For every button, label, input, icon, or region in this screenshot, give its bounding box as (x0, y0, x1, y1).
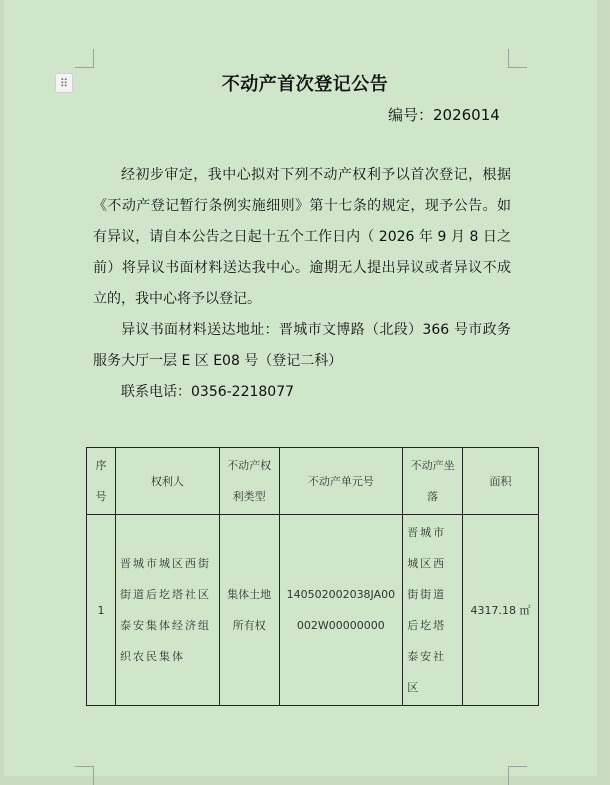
table-row (87, 515, 539, 706)
header-area: 面积 (463, 448, 539, 515)
document-number: 编号：2026014 (388, 106, 500, 124)
table-header-row (87, 448, 539, 515)
cell-unit-number: 140502002038JA00002W00000000 (279, 515, 403, 706)
cell-location: 晋城市城区西街街道后圪塔泰安社区 (403, 515, 463, 706)
cell-right-type: 集体土地所有权 (219, 515, 279, 706)
announcement-body (93, 160, 511, 408)
header-right-type: 不动产权利类型 (219, 448, 279, 515)
cell-owner: 晋城市城区西街街道后圪塔社区泰安集体经济组织农民集体 (115, 515, 219, 706)
header-serial: 序号 (87, 448, 116, 515)
header-location: 不动产坐落 (403, 448, 463, 515)
header-unit-number: 不动产单元号 (279, 448, 403, 515)
margin-corner-top-right (508, 49, 527, 68)
cell-serial: 1 (87, 515, 116, 706)
header-owner: 权利人 (115, 448, 219, 515)
cell-area: 4317.18 ㎡ (463, 515, 539, 706)
margin-corner-top-left (75, 49, 94, 68)
property-table (86, 447, 539, 706)
paragraph-address: 异议书面材料送达地址：晋城市文博路（北段）366 号市政务服务大厅一层 E 区 E08 号（登记二科） (93, 322, 511, 369)
drag-handle-icon[interactable]: ⠿ (55, 73, 73, 93)
paragraph-phone: 联系电话：0356-2218077 (121, 384, 295, 400)
paragraph-main: 经初步审定，我中心拟对下列不动产权利予以首次登记，根据《不动产登记暂行条例实施细则》第十七条的规定，现予公告。如有异议，请自本公告之日起十五个工作日内（ 2026 年 9 月 8 日之前）将异议书面材料送达我中心。逾期无人提出异议或者异议不成立的，我中心将予以登记。 (93, 167, 511, 307)
page-title: 不动产首次登记公告 (221, 74, 389, 95)
